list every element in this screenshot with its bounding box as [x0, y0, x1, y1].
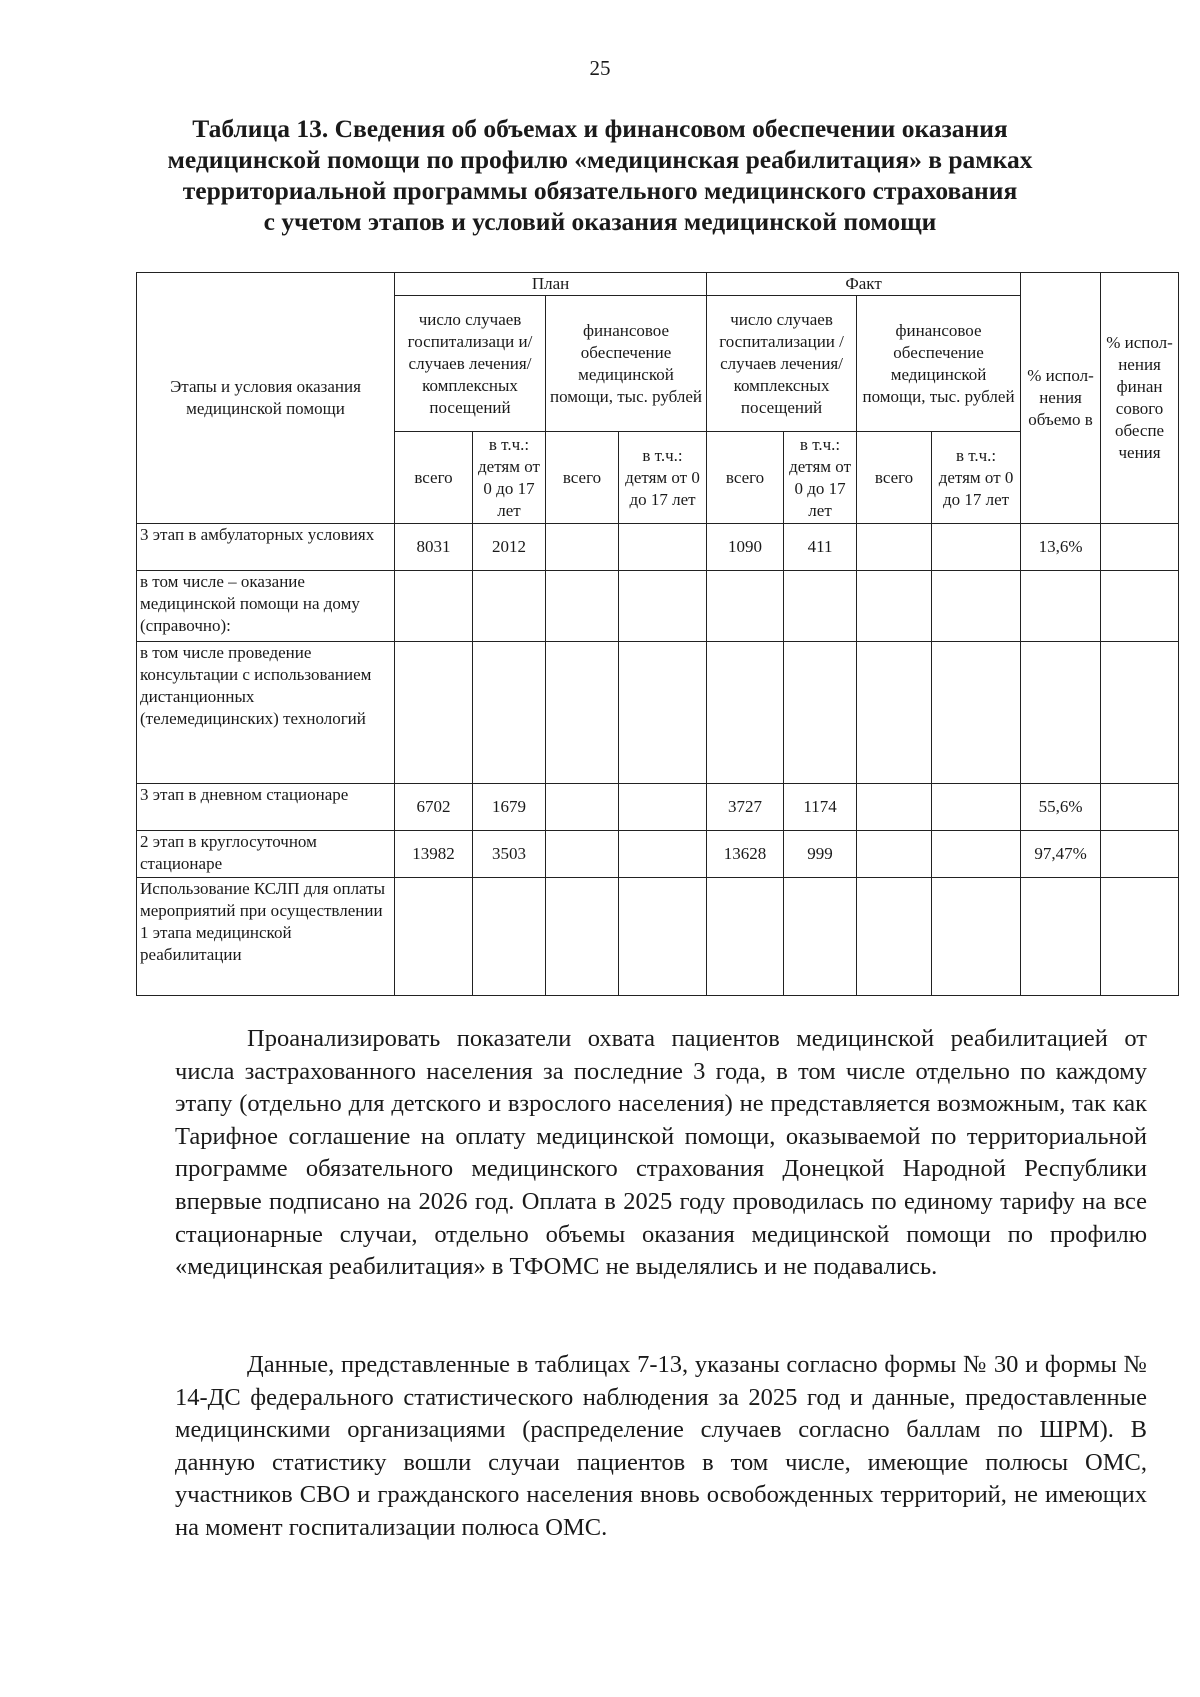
- cell: [546, 878, 619, 996]
- header-plan-finance-children: в т.ч.: детям от 0 до 17 лет: [619, 432, 707, 524]
- cell: [546, 571, 619, 642]
- paragraph-text: Данные, представленные в таблицах 7-13, указаны согласно формы № 30 и формы № 14-ДС федерального статистического наблюдения за 2025 год и данные, предоставленные медицинскими организациями (распределение случаев согласно баллам по ШРМ). В данную статистику вошли случаи пациентов в том числе, имеющие полюсы ОМС, участников СВО и гражданского населения вновь освобожденных территорий, не имеющих на момент госпитализации полюса ОМС.: [175, 1351, 1147, 1541]
- cell: [784, 878, 857, 996]
- cell: [932, 784, 1021, 831]
- title-line: Таблица 13. Сведения об объемах и финансовом обеспечении оказания: [192, 114, 1008, 143]
- cell: 1679: [473, 784, 546, 831]
- cell: [395, 878, 473, 996]
- cell: [1021, 571, 1101, 642]
- cell: [707, 642, 784, 784]
- cell: 13628: [707, 831, 784, 878]
- cell: [473, 642, 546, 784]
- cell: [932, 524, 1021, 571]
- cell: [1101, 784, 1179, 831]
- paragraph-data-sources: [175, 1349, 1147, 1545]
- header-plan-finance-total: всего: [546, 432, 619, 524]
- cell: 3503: [473, 831, 546, 878]
- row-label: в том числе – оказание медицинской помощи на дому (справочно):: [137, 571, 395, 642]
- cell: [395, 571, 473, 642]
- cell: [619, 831, 707, 878]
- cell: [932, 642, 1021, 784]
- cell: [546, 831, 619, 878]
- cell: [932, 831, 1021, 878]
- cell: [619, 878, 707, 996]
- cell: [546, 784, 619, 831]
- title-line: медицинской помощи по профилю «медицинская реабилитация» в рамках: [167, 145, 1033, 174]
- paragraph-analysis: [175, 1023, 1147, 1284]
- cell: [857, 571, 932, 642]
- cell: [857, 878, 932, 996]
- table-row: [137, 878, 1179, 996]
- title-line: территориальной программы обязательного медицинского страхования: [182, 176, 1018, 205]
- header-fact-cases: число случаев госпитализации / случаев лечения/ комплексных посещений: [707, 296, 857, 432]
- paragraph-text: Проанализировать показатели охвата пациентов медицинской реабилитацией от числа застрахованного населения за последние 3 года, в том числе отдельно по каждому этапу (отдельно для детского и взрослого населения) не представляется возможным, так как Тарифное соглашение на оплату медицинской помощи, оказываемой по территориальной программе обязательного медицинского страхования Донецкой Народной Республики впервые подписано на 2026 год. Оплата в 2025 году проводилась по единому тарифу на все стационарные случаи, отдельно объемы оказания медицинской помощи по профилю «медицинская реабилитация» в ТФОМС не выделялись и не подавались.: [175, 1025, 1147, 1281]
- cell: 2012: [473, 524, 546, 571]
- cell: [619, 642, 707, 784]
- cell: [1021, 642, 1101, 784]
- cell: [1101, 878, 1179, 996]
- cell: [784, 642, 857, 784]
- table-row: [137, 784, 1179, 831]
- cell: 1090: [707, 524, 784, 571]
- cell: [707, 878, 784, 996]
- cell: [932, 571, 1021, 642]
- cell: [857, 831, 932, 878]
- cell: [707, 571, 784, 642]
- cell: 999: [784, 831, 857, 878]
- header-fact: Факт: [707, 273, 1021, 296]
- cell: 1174: [784, 784, 857, 831]
- header-pct-finance: % испол-нения финан сового обеспе чения: [1101, 273, 1179, 524]
- cell: [473, 878, 546, 996]
- row-label: 3 этап в дневном стационаре: [137, 784, 395, 831]
- header-plan-cases: число случаев госпитализаци и/ случаев лечения/ комплексных посещений: [395, 296, 546, 432]
- header-plan-finance: финансовое обеспечение медицинской помощи, тыс. рублей: [546, 296, 707, 432]
- header-stages: Этапы и условия оказания медицинской помощи: [137, 273, 395, 524]
- table-row: [137, 831, 1179, 878]
- header-fact-finance-children: в т.ч.: детям от 0 до 17 лет: [932, 432, 1021, 524]
- header-fact-finance: финансовое обеспечение медицинской помощи, тыс. рублей: [857, 296, 1021, 432]
- cell: [1101, 831, 1179, 878]
- cell: [784, 571, 857, 642]
- cell: 3727: [707, 784, 784, 831]
- header-pct-volume: % испол-нения объемо в: [1021, 273, 1101, 524]
- page-number: 25: [589, 56, 611, 80]
- cell: [473, 571, 546, 642]
- row-label: Использование КСЛП для оплаты мероприятий при осуществлении 1 этапа медицинской реабилитации: [137, 878, 395, 996]
- row-label: 2 этап в круглосуточном стационаре: [137, 831, 395, 878]
- cell: 55,6%: [1021, 784, 1101, 831]
- header-plan-cases-total: всего: [395, 432, 473, 524]
- cell: [619, 784, 707, 831]
- cell: 6702: [395, 784, 473, 831]
- cell: [546, 524, 619, 571]
- cell: 97,47%: [1021, 831, 1101, 878]
- cell: [395, 642, 473, 784]
- cell: [857, 524, 932, 571]
- cell: 13,6%: [1021, 524, 1101, 571]
- cell: [619, 524, 707, 571]
- cell: 13982: [395, 831, 473, 878]
- row-label: в том числе проведение консультации с использованием дистанционных (телемедицинских) технологий: [137, 642, 395, 784]
- title-line: с учетом этапов и условий оказания медицинской помощи: [263, 207, 937, 236]
- cell: 411: [784, 524, 857, 571]
- table-row: [137, 524, 1179, 571]
- header-fact-cases-children: в т.ч.: детям от 0 до 17 лет: [784, 432, 857, 524]
- cell: [1021, 878, 1101, 996]
- cell: 8031: [395, 524, 473, 571]
- table-row: [137, 642, 1179, 784]
- row-label: 3 этап в амбулаторных условиях: [137, 524, 395, 571]
- rehab-volume-table: [136, 272, 1179, 996]
- header-fact-cases-total: всего: [707, 432, 784, 524]
- cell: [1101, 642, 1179, 784]
- cell: [619, 571, 707, 642]
- cell: [1101, 571, 1179, 642]
- cell: [1101, 524, 1179, 571]
- cell: [857, 642, 932, 784]
- table-title: [150, 113, 1050, 237]
- cell: [546, 642, 619, 784]
- header-plan: План: [395, 273, 707, 296]
- table-row: [137, 571, 1179, 642]
- header-plan-cases-children: в т.ч.: детям от 0 до 17 лет: [473, 432, 546, 524]
- cell: [932, 878, 1021, 996]
- cell: [857, 784, 932, 831]
- header-fact-finance-total: всего: [857, 432, 932, 524]
